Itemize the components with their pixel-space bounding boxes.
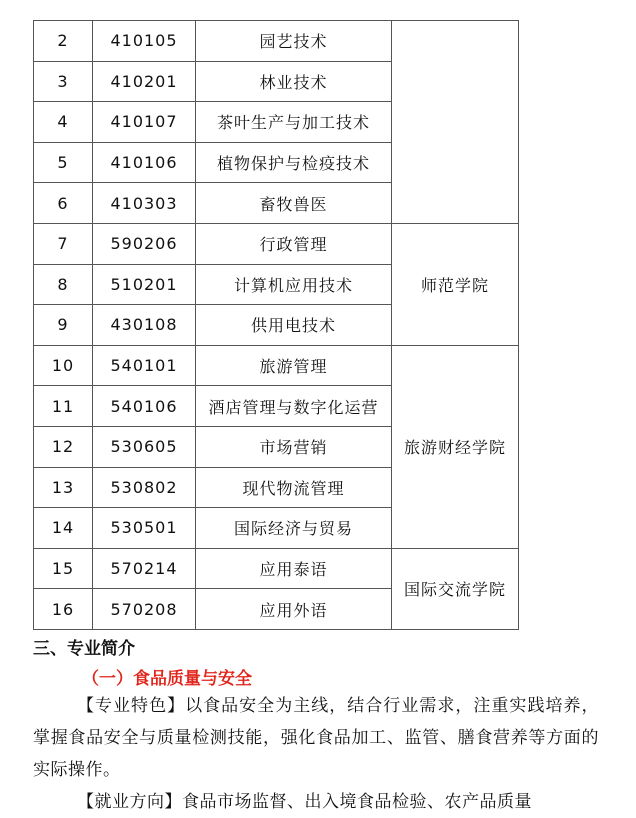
major-name: 现代物流管理 bbox=[196, 467, 392, 508]
major-name: 茶叶生产与加工技术 bbox=[196, 102, 392, 143]
major-name: 计算机应用技术 bbox=[196, 264, 392, 305]
major-code: 570214 bbox=[93, 548, 196, 589]
major-code: 570208 bbox=[93, 589, 196, 630]
row-number: 5 bbox=[34, 142, 93, 183]
row-number: 4 bbox=[34, 102, 93, 143]
paragraph-employment: 【就业方向】食品市场监督、出入境食品检验、农产品质量 bbox=[77, 792, 532, 812]
major-code: 410107 bbox=[93, 102, 196, 143]
major-code: 530501 bbox=[93, 508, 196, 549]
major-code: 430108 bbox=[93, 305, 196, 346]
table-row bbox=[34, 345, 519, 386]
major-name: 国际经济与贸易 bbox=[196, 508, 392, 549]
major-name: 酒店管理与数字化运营 bbox=[196, 386, 392, 427]
major-name: 园艺技术 bbox=[196, 21, 392, 62]
major-code: 510201 bbox=[93, 264, 196, 305]
row-number: 8 bbox=[34, 264, 93, 305]
major-name: 应用泰语 bbox=[196, 548, 392, 589]
table-row bbox=[34, 223, 519, 264]
major-code: 540101 bbox=[93, 345, 196, 386]
major-name: 旅游管理 bbox=[196, 345, 392, 386]
row-number: 14 bbox=[34, 508, 93, 549]
row-number: 2 bbox=[34, 21, 93, 62]
major-code: 530605 bbox=[93, 426, 196, 467]
row-number: 12 bbox=[34, 426, 93, 467]
major-name: 植物保护与检疫技术 bbox=[196, 142, 392, 183]
table-row bbox=[34, 548, 519, 589]
row-number: 9 bbox=[34, 305, 93, 346]
college-name: 旅游财经学院 bbox=[392, 345, 519, 548]
subsection-title: （一）食品质量与安全 bbox=[82, 669, 252, 689]
table-row bbox=[34, 21, 519, 62]
major-name: 应用外语 bbox=[196, 589, 392, 630]
row-number: 13 bbox=[34, 467, 93, 508]
major-code: 410106 bbox=[93, 142, 196, 183]
major-code: 540106 bbox=[93, 386, 196, 427]
major-name: 行政管理 bbox=[196, 223, 392, 264]
college-name: 国际交流学院 bbox=[392, 548, 519, 629]
major-name: 畜牧兽医 bbox=[196, 183, 392, 224]
row-number: 11 bbox=[34, 386, 93, 427]
major-name: 市场营销 bbox=[196, 426, 392, 467]
college-name: 师范学院 bbox=[392, 223, 519, 345]
row-number: 3 bbox=[34, 61, 93, 102]
major-code: 410105 bbox=[93, 21, 196, 62]
row-number: 15 bbox=[34, 548, 93, 589]
section-title: 三、专业简介 bbox=[33, 639, 135, 659]
major-code: 590206 bbox=[93, 223, 196, 264]
row-number: 16 bbox=[34, 589, 93, 630]
majors-table bbox=[33, 20, 519, 630]
major-name: 供用电技术 bbox=[196, 305, 392, 346]
college-name bbox=[392, 21, 519, 224]
major-code: 530802 bbox=[93, 467, 196, 508]
row-number: 6 bbox=[34, 183, 93, 224]
major-code: 410201 bbox=[93, 61, 196, 102]
major-code: 410303 bbox=[93, 183, 196, 224]
major-name: 林业技术 bbox=[196, 61, 392, 102]
row-number: 7 bbox=[34, 223, 93, 264]
paragraph-features: 【专业特色】以食品安全为主线，结合行业需求，注重实践培养，掌握食品安全与质量检测技能，强化食品加工、监管、膳食营养等方面的实际操作。 bbox=[33, 696, 599, 780]
row-number: 10 bbox=[34, 345, 93, 386]
